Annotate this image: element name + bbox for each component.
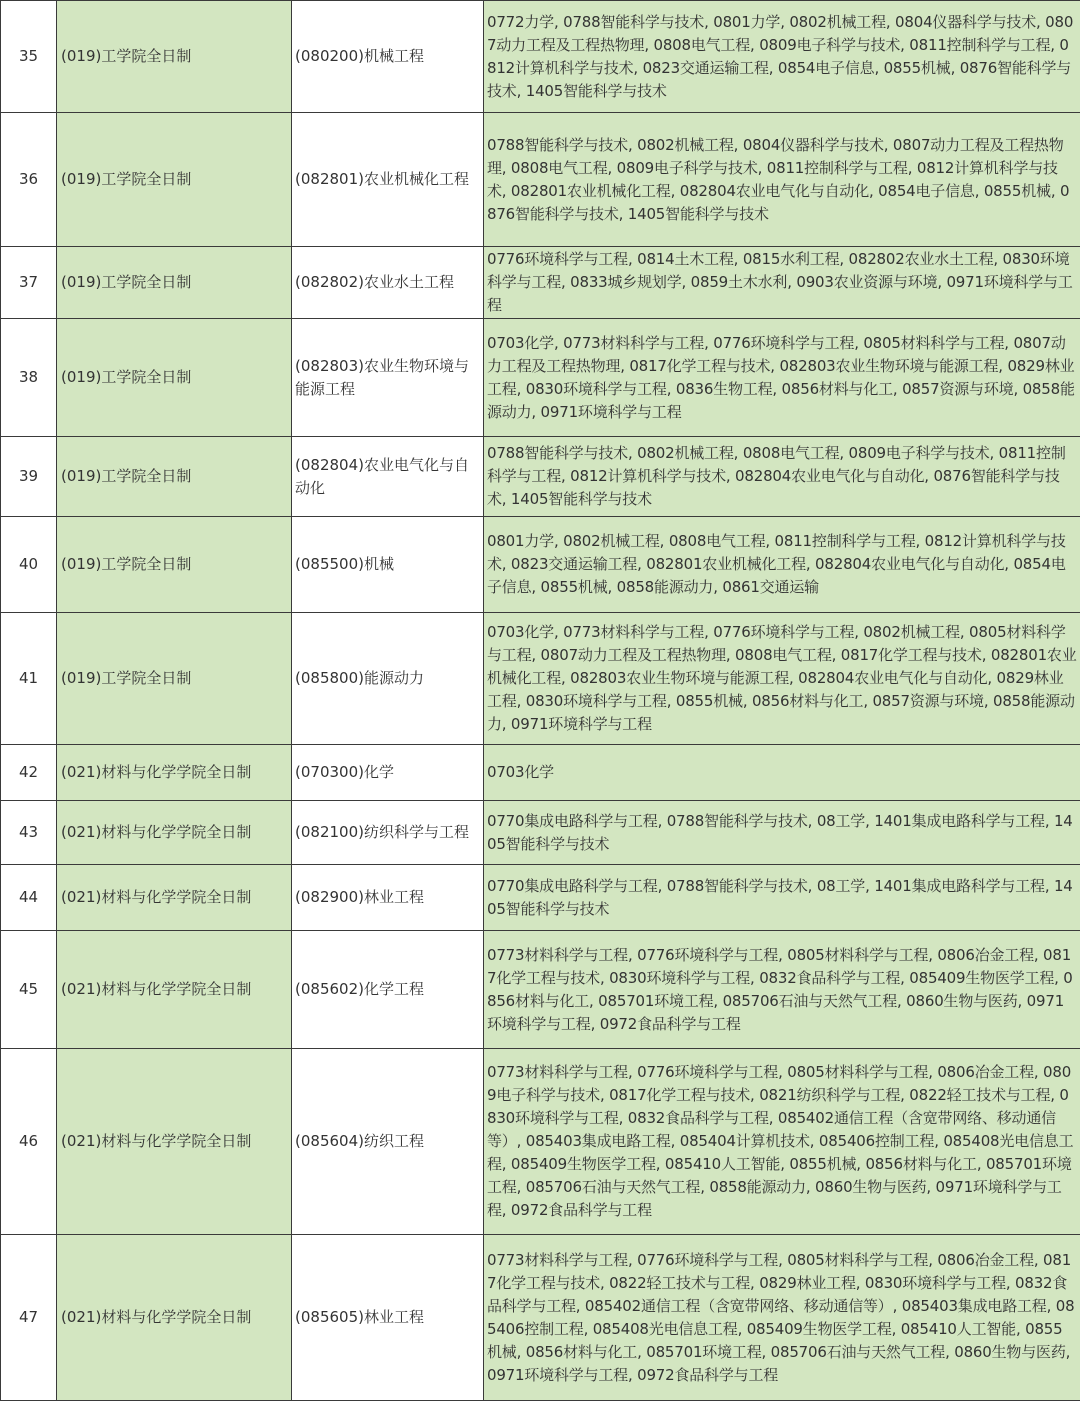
table-row — [1, 865, 1080, 931]
requirement-text: 0770集成电路科学与工程, 0788智能科学与技术, 08工学, 1401集成电路科学与工程, 1405智能科学与技术 — [487, 876, 1073, 918]
row-number: 38 — [1, 319, 57, 437]
requirement-text: 0788智能科学与技术, 0802机械工程, 0804仪器科学与技术, 0807动力工程及工程热物理, 0808电气工程, 0809电子科学与技术, 0811控制科学与工程, 0812计算机科学与技术, 082801农业机械化工程, 082804农业电气化与自动化, 0854电子信息, 0855机械, 0876智能科学与技术, 1405智能科学与技术 — [487, 135, 1070, 223]
college-cell: (019)工学院全日制 — [57, 113, 292, 247]
row-number: 36 — [1, 113, 57, 247]
table-row — [1, 801, 1080, 865]
major-cell: (085602)化学工程 — [292, 931, 484, 1049]
requirement-text: 0801力学, 0802机械工程, 0808电气工程, 0811控制科学与工程, 0812计算机科学与技术, 0823交通运输工程, 082801农业机械化工程, 082804农业电气化与自动化, 0854电子信息, 0855机械, 0858能源动力, 0861交通运输 — [487, 532, 1066, 596]
major-cell: (085500)机械 — [292, 517, 484, 613]
major-cell: (070300)化学 — [292, 745, 484, 801]
requirement-cell — [484, 1049, 1080, 1235]
major-cell: (082801)农业机械化工程 — [292, 113, 484, 247]
requirement-text: 0788智能科学与技术, 0802机械工程, 0808电气工程, 0809电子科学与技术, 0811控制科学与工程, 0812计算机科学与技术, 082804农业电气化与自动化, 0876智能科学与技术, 1405智能科学与技术 — [487, 444, 1066, 508]
table-row — [1, 613, 1080, 745]
table-row — [1, 745, 1080, 801]
college-cell: (019)工学院全日制 — [57, 319, 292, 437]
row-number: 44 — [1, 865, 57, 931]
major-cell: (082100)纺织科学与工程 — [292, 801, 484, 865]
table-row — [1, 247, 1080, 319]
college-cell: (021)材料与化学学院全日制 — [57, 801, 292, 865]
requirement-text: 0773材料科学与工程, 0776环境科学与工程, 0805材料科学与工程, 0806冶金工程, 0809电子科学与技术, 0817化学工程与技术, 0821纺织科学与工程, 0822轻工技术与工程, 0830环境科学与工程, 0832食品科学与工程, 085402通信工程（含宽带网络、移动通信等）, 085403集成电路工程, 085404计算机技术, 085406控制工程, 085408光电信息工程, 085409生物医学工程, 085410人工智能, 0855机械, 0856材料与化工, 085701环境工程, 085706石油与天然气工程, 0858能源动力, 0860生物与医药, 0971环境科学与工程, 0972食品科学与工程 — [487, 1063, 1074, 1219]
major-cell: (082802)农业水土工程 — [292, 247, 484, 319]
requirement-cell — [484, 1235, 1080, 1401]
requirement-cell — [484, 801, 1080, 865]
college-cell: (019)工学院全日制 — [57, 613, 292, 745]
requirement-text: 0773材料科学与工程, 0776环境科学与工程, 0805材料科学与工程, 0806冶金工程, 0817化学工程与技术, 0830环境科学与工程, 0832食品科学与工程, 085409生物医学工程, 0856材料与化工, 085701环境工程, 085706石油与天然气工程, 0860生物与医药, 0971环境科学与工程, 0972食品科学与工程 — [487, 945, 1073, 1033]
requirement-cell — [484, 437, 1080, 517]
college-cell: (021)材料与化学学院全日制 — [57, 1235, 292, 1401]
requirement-text: 0776环境科学与工程, 0814土木工程, 0815水利工程, 082802农业水土工程, 0830环境科学与工程, 0833城乡规划学, 0859土木水利, 0903农业资源与环境, 0971环境科学与工程 — [487, 250, 1073, 314]
college-cell: (021)材料与化学学院全日制 — [57, 745, 292, 801]
row-number: 43 — [1, 801, 57, 865]
table-row — [1, 113, 1080, 247]
row-number: 42 — [1, 745, 57, 801]
table-row — [1, 1, 1080, 113]
requirement-cell — [484, 113, 1080, 247]
requirement-cell — [484, 745, 1080, 801]
row-number: 40 — [1, 517, 57, 613]
college-cell: (019)工学院全日制 — [57, 437, 292, 517]
major-cell: (080200)机械工程 — [292, 1, 484, 113]
requirement-cell — [484, 931, 1080, 1049]
row-number: 45 — [1, 931, 57, 1049]
college-cell: (019)工学院全日制 — [57, 247, 292, 319]
requirement-cell — [484, 319, 1080, 437]
table-row — [1, 437, 1080, 517]
requirement-cell — [484, 1, 1080, 113]
college-cell: (019)工学院全日制 — [57, 1, 292, 113]
requirement-text: 0703化学 — [487, 763, 554, 781]
table-row — [1, 319, 1080, 437]
major-cell: (082804)农业电气化与自动化 — [292, 437, 484, 517]
major-cell: (082803)农业生物环境与能源工程 — [292, 319, 484, 437]
major-cell: (085604)纺织工程 — [292, 1049, 484, 1235]
college-cell: (019)工学院全日制 — [57, 517, 292, 613]
requirement-text: 0770集成电路科学与工程, 0788智能科学与技术, 08工学, 1401集成电路科学与工程, 1405智能科学与技术 — [487, 811, 1073, 853]
row-number: 41 — [1, 613, 57, 745]
row-number: 35 — [1, 1, 57, 113]
requirement-cell — [484, 247, 1080, 319]
row-number: 39 — [1, 437, 57, 517]
college-cell: (021)材料与化学学院全日制 — [57, 1049, 292, 1235]
table-row — [1, 517, 1080, 613]
college-cell: (021)材料与化学学院全日制 — [57, 865, 292, 931]
major-cell: (085800)能源动力 — [292, 613, 484, 745]
requirement-cell — [484, 613, 1080, 745]
row-number: 47 — [1, 1235, 57, 1401]
requirement-text: 0772力学, 0788智能科学与技术, 0801力学, 0802机械工程, 0804仪器科学与技术, 0807动力工程及工程热物理, 0808电气工程, 0809电子科学与技术, 0811控制科学与工程, 0812计算机科学与技术, 0823交通运输工程, 0854电子信息, 0855机械, 0876智能科学与技术, 1405智能科学与技术 — [487, 12, 1074, 100]
requirement-cell — [484, 517, 1080, 613]
college-cell: (021)材料与化学学院全日制 — [57, 931, 292, 1049]
row-number: 37 — [1, 247, 57, 319]
table-row — [1, 1049, 1080, 1235]
row-number: 46 — [1, 1049, 57, 1235]
major-cell: (085605)林业工程 — [292, 1235, 484, 1401]
requirement-text: 0703化学, 0773材料科学与工程, 0776环境科学与工程, 0802机械工程, 0805材料科学与工程, 0807动力工程及工程热物理, 0808电气工程, 0817化学工程与技术, 082801农业机械化工程, 082803农业生物环境与能源工程, 082804农业电气化与自动化, 0829林业工程, 0830环境科学与工程, 0855机械, 0856材料与化工, 0857资源与环境, 0858能源动力, 0971环境科学与工程 — [487, 623, 1077, 733]
table-row — [1, 1235, 1080, 1401]
requirement-cell — [484, 865, 1080, 931]
requirement-text: 0703化学, 0773材料科学与工程, 0776环境科学与工程, 0805材料科学与工程, 0807动力工程及工程热物理, 0817化学工程与技术, 082803农业生物环境与能源工程, 0829林业工程, 0830环境科学与工程, 0836生物工程, 0856材料与化工, 0857资源与环境, 0858能源动力, 0971环境科学与工程 — [487, 333, 1075, 421]
table-row — [1, 931, 1080, 1049]
requirement-text: 0773材料科学与工程, 0776环境科学与工程, 0805材料科学与工程, 0806冶金工程, 0817化学工程与技术, 0822轻工技术与工程, 0829林业工程, 0830环境科学与工程, 0832食品科学与工程, 085402通信工程（含宽带网络、移动通信等）, 085403集成电路工程, 085406控制工程, 085408光电信息工程, 085409生物医学工程, 085410人工智能, 0855机械, 0856材料与化工, 085701环境工程, 085706石油与天然气工程, 0860生物与医药, 0971环境科学与工程, 0972食品科学与工程 — [487, 1250, 1075, 1384]
major-cell: (082900)林业工程 — [292, 865, 484, 931]
